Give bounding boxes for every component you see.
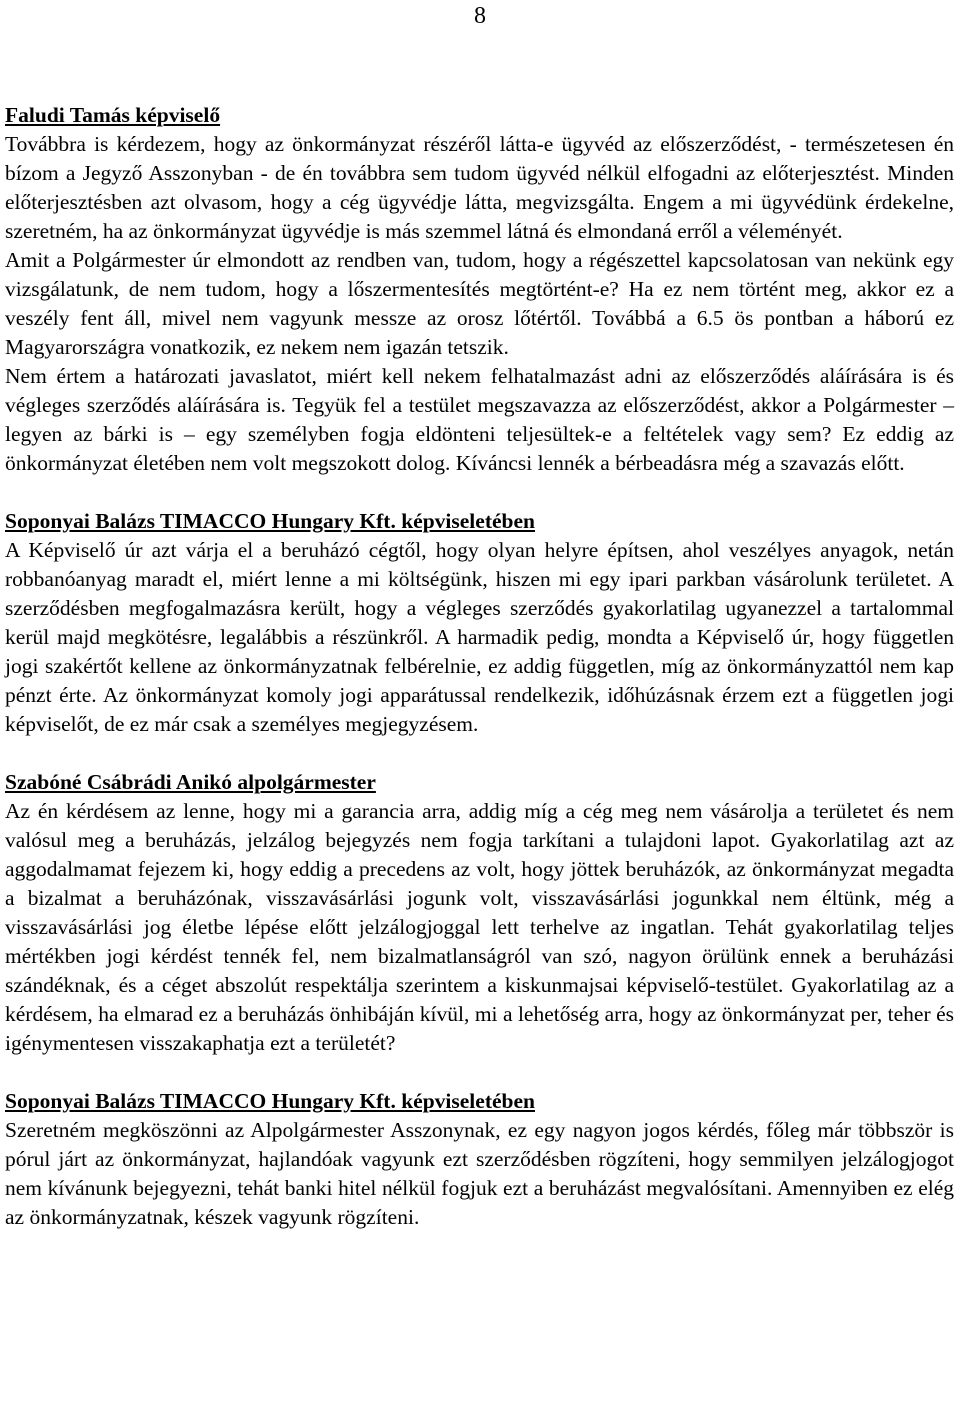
speech-szabone [5, 768, 954, 1058]
speaker-heading: Szabóné Csábrádi Anikó alpolgármester [5, 770, 376, 794]
speech-soponyai-2 [5, 1087, 954, 1232]
speech-faludi [5, 101, 954, 478]
speaker-heading: Soponyai Balázs TIMACCO Hungary Kft. képviseletében [5, 509, 535, 533]
speech-paragraph: Nem értem a határozati javaslatot, miért kell nekem felhatalmazást adni az előszerződés aláírására is és végleges szerződés aláírására is. Tegyük fel a testület megszavazza az előszerződést, akkor a Polgármester – legyen az bárki is – egy személyben fogja eldönteni teljesültek-e a feltételek vagy sem? Ez eddig az önkormányzat életében nem volt megszokott dolog. Kíváncsi lennék a bérbeadásra még a szavazás előtt. [5, 364, 954, 475]
page-number: 8 [474, 3, 486, 29]
speech-paragraph: Amit a Polgármester úr elmondott az rendben van, tudom, hogy a régészettel kapcsolatosan van nekünk egy vizsgálatunk, de nem tudom, hogy a lőszermentesítés megtörtént-e? Ha ez nem történt meg, akkor ez a veszély fent áll, mivel nem vagyunk messze az orosz lőtértől. Továbbá a 6.5 ös pontban a háború ez Magyarországra vonatkozik, ez nekem nem igazán tetszik. [5, 248, 954, 359]
minutes-body [5, 101, 954, 1261]
speech-soponyai-1 [5, 507, 954, 739]
speech-paragraph: A Képviselő úr azt várja el a beruházó cégtől, hogy olyan helyre építsen, ahol veszélyes anyagok, netán robbanóanyag maradt el, miért lenne a mi költségünk, hiszen mi egy ipari parkban vásárolunk területet. A szerződésben megfogalmazásra került, hogy a végleges szerződés gyakorlatilag ugyanezzel a tartalommal kerül majd megkötésre, legalábbis a részünkről. A harmadik pedig, mondta a Képviselő úr, hogy független jogi szakértőt kellene az önkormányzatnak felbérelnie, ez addig független, míg az önkormányzattól nem kap pénzt érte. Az önkormányzat komoly jogi apparátussal rendelkezik, időhúzásnak érzem ezt a független jogi képviselőt, de ez már csak a személyes megjegyzésem. [5, 538, 954, 736]
speech-paragraph: Továbbra is kérdezem, hogy az önkormányzat részéről látta-e ügyvéd az előszerződést, - természetesen én bízom a Jegyző Asszonyban - de én továbbra sem tudom ügyvéd nélkül elfogadni az előterjesztést. Minden előterjesztésben azt olvasom, hogy a cég ügyvédje látta, megvizsgálta. Engem a mi ügyvédünk érdekelne, szeretném, ha az önkormányzat ügyvédje is más szemmel látná és elmondaná erről a véleményét. [5, 132, 954, 243]
speaker-heading: Faludi Tamás képviselő [5, 103, 221, 127]
speech-paragraph: Szeretném megköszönni az Alpolgármester Asszonynak, ez egy nagyon jogos kérdés, főleg már többször is pórul járt az önkormányzat, hajlandóak vagyunk ezt szerződésben rögzíteni, hogy semmilyen jelzálogjogot nem kívánunk bejegyezni, tehát banki hitel nélkül fogjuk ezt a beruházást megvalósítani. Amennyiben ez elég az önkormányzatnak, készek vagyunk rögzíteni. [5, 1118, 954, 1229]
speech-paragraph: Az én kérdésem az lenne, hogy mi a garancia arra, addig míg a cég meg nem vásárolja a területet és nem valósul meg a beruházás, jelzálog bejegyzés nem fogja tarkítani a tulajdoni lapot. Gyakorlatilag azt az aggodalmamat fejezem ki, hogy eddig a precedens az volt, hogy jöttek beruházók, az önkormányzat megadta a bizalmat a beruházónak, visszavásárlási jogunk volt, visszavásárlási jogunkkal nem éltünk, még a visszavásárlási jog életbe lépése előtt jelzálogjoggal lett terhelve az ingatlan. Tehát gyakorlatilag teljes mértékben jogi kérdést tennék fel, nem bizalmatlanságról van szó, nagyon örülünk ennek a beruházási szándéknak, és a céget abszolút respektálja szerintem a kiskunmajsai képviselő-testület. Gyakorlatilag az a kérdésem, ha elmarad ez a beruházás önhibáján kívül, mi a lehetőség arra, hogy az önkormányzat per, teher és igénymentesen visszakaphatja ezt a területét? [5, 799, 954, 1055]
speaker-heading: Soponyai Balázs TIMACCO Hungary Kft. képviseletében [5, 1089, 535, 1113]
